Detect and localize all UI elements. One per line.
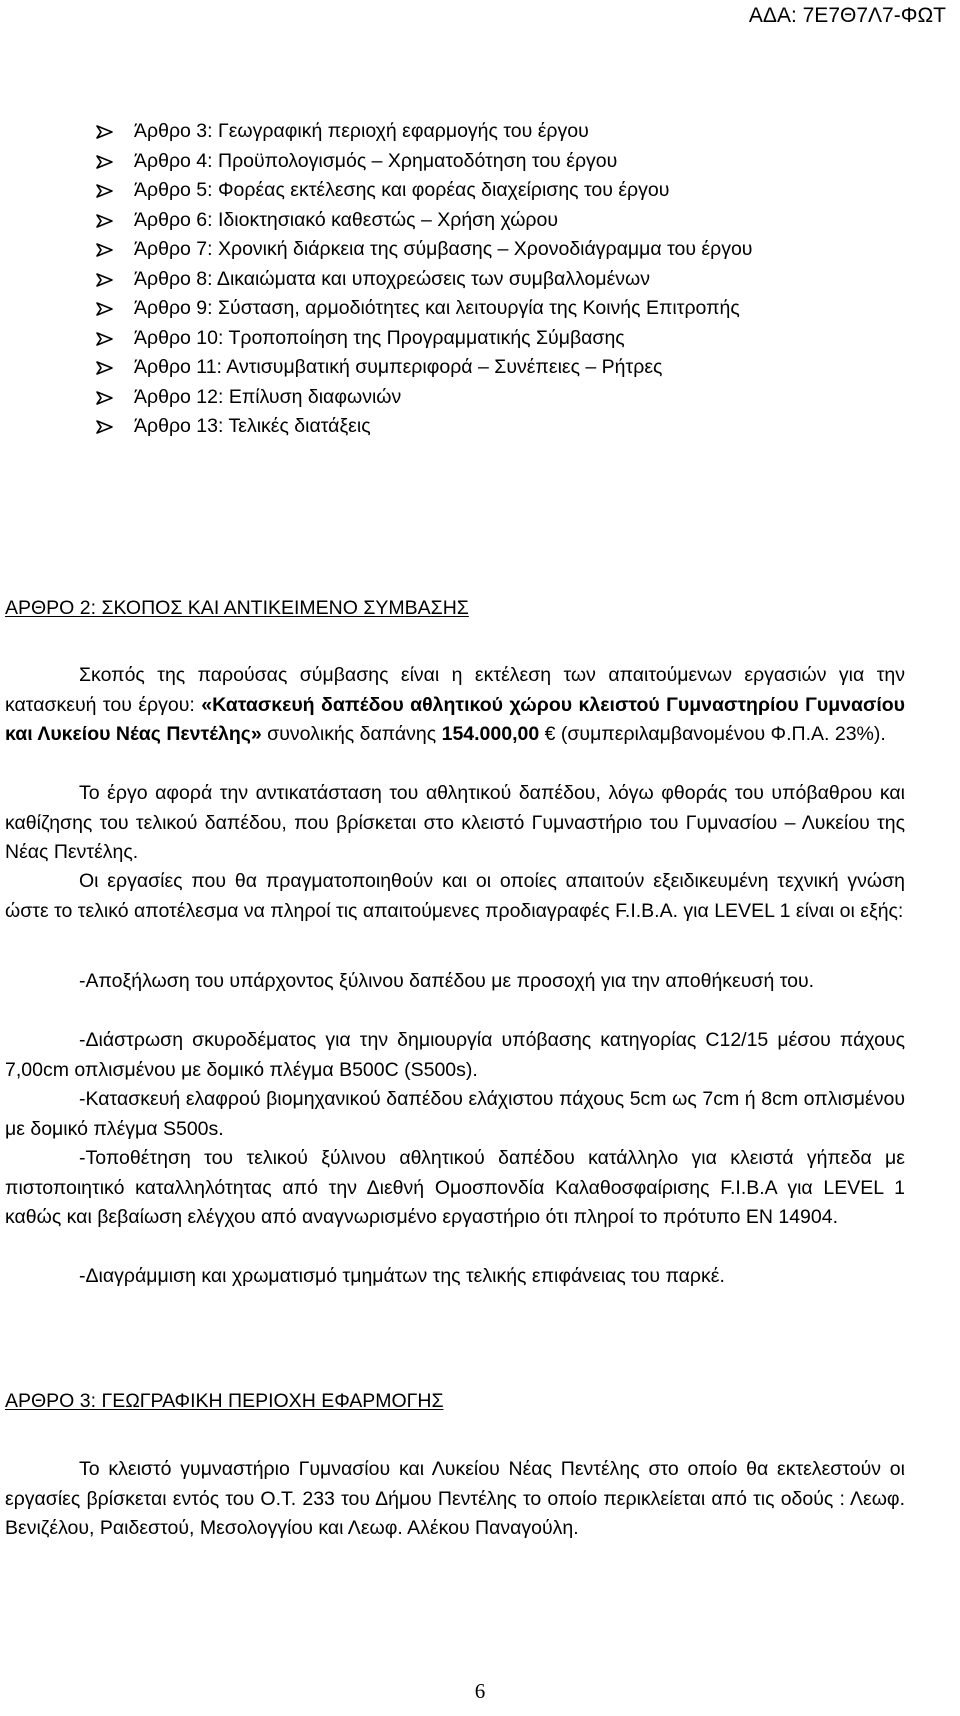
article-3-heading: ΑΡΘΡΟ 3: ΓΕΩΓΡΑΦΙΚΗ ΠΕΡΙΟΧΗ ΕΦΑΡΜΟΓΗΣ <box>5 1390 444 1412</box>
ada-code: ΑΔΑ: 7Ε7Θ7Λ7-ΦΩΤ <box>748 4 946 27</box>
arrow-bullet-icon <box>95 324 115 353</box>
list-item <box>95 383 855 413</box>
euro-icon: € <box>539 723 556 745</box>
article-2-paragraph-3: Οι εργασίες που θα πραγματοποιηθούν και οι οποίες απαιτούν εξειδικευμένη τεχνική γνώση ώστε το τελικό αποτέλεσμα να πληροί τις απαιτούμενες προδιαγραφές F.I.B.A. για LEVEL 1 είναι οι εξής: <box>5 870 905 922</box>
page-number: 6 <box>474 1679 486 1703</box>
paragraph-text: (συμπεριλαμβανομένου Φ.Π.Α. 23%). <box>555 723 886 745</box>
article-2-heading: ΑΡΘΡΟ 2: ΣΚΟΠΟΣ ΚΑΙ ΑΝΤΙΚΕΙΜΕΝΟ ΣΥΜΒΑΣΗΣ <box>5 597 469 619</box>
list-item <box>95 324 855 354</box>
list-item <box>95 412 855 442</box>
paragraph-text: συνολικής δαπάνης <box>261 723 442 745</box>
article-2-paragraph-2: Το έργο αφορά την αντικατάσταση του αθλητικού δαπέδου, λόγω φθοράς του υπόβαθρου και καθίζησης του τελικού δαπέδου, που βρίσκεται στο κλειστό Γυμναστήριο του Γυμνασίου – Λυκείου της Νέας Πεντέλης. <box>5 782 905 863</box>
arrow-bullet-icon <box>95 265 115 294</box>
list-item <box>95 353 855 383</box>
article-3-paragraph-1: Το κλειστό γυμναστήριο Γυμνασίου και Λυκείου Νέας Πεντέλης στο οποίο θα εκτελεστούν οι εργασίες βρίσκεται εντός του Ο.Τ. 233 του Δήμου Πεντέλης το οποίο περικλείεται από τις οδούς : Λεωφ. Βενιζέλου, Ραιδεστού, Μεσολογγίου και Λεωφ. Αλέκου Παναγούλη. <box>5 1458 905 1539</box>
list-item <box>95 235 855 265</box>
arrow-bullet-icon <box>95 235 115 264</box>
total-amount: 154.000,00 <box>441 723 540 745</box>
work-item-5: -Διαγράμμιση και χρωματισμό τμημάτων της τελικής επιφάνειας του παρκέ. <box>79 1265 725 1287</box>
list-item <box>95 265 855 295</box>
list-item-label: Άρθρο 5: Φορέας εκτέλεσης και φορέας διαχείρισης του έργου <box>134 179 670 201</box>
work-item-3: -Κατασκευή ελαφρού βιομηχανικού δαπέδου ελάχιστου πάχους 5cm ως 7cm ή 8cm οπλισμένου με δομικό πλέγμα S500s. <box>5 1088 905 1140</box>
article-list <box>95 117 855 442</box>
arrow-bullet-icon <box>95 147 115 176</box>
list-item-label: Άρθρο 9: Σύσταση, αρμοδιότητες και λειτουργία της Κοινής Επιτροπής <box>134 297 740 319</box>
arrow-bullet-icon <box>95 412 115 441</box>
arrow-bullet-icon <box>95 353 115 382</box>
paragraph-text: Σκοπός της παρούσας σύμβασης είναι η εκτέλεση των απαιτούμενων εργασιών για την κατασκευή του έργου: <box>5 664 905 716</box>
list-item <box>95 176 855 206</box>
list-item <box>95 294 855 324</box>
list-item <box>95 117 855 147</box>
list-item-label: Άρθρο 4: Προϋπολογισμός – Χρηματοδότηση του έργου <box>134 149 618 172</box>
work-item-4: -Τοποθέτηση του τελικού ξύλινου αθλητικού δαπέδου κατάλληλο για κλειστά γήπεδα με πιστοποιητικό καταλληλότητας από την Διεθνή Ομοσπονδία Καλαθοσφαίρισης F.I.B.A για LEVEL 1 καθώς και βεβαίωση ελέγχου από αναγνωρισμένο εργαστήριο ότι πληροί το πρότυπο EN 14904. <box>5 1147 905 1228</box>
list-item-label: Άρθρο 11: Αντισυμβατική συμπεριφορά – Συνέπειες – Ρήτρες <box>134 356 663 378</box>
list-item <box>95 147 855 177</box>
arrow-bullet-icon <box>95 117 115 146</box>
project-title: «Κατασκευή δαπέδου αθλητικού χώρου κλειστού Γυμναστηρίου Γυμνασίου και Λυκείου Νέας Πεντέλης» <box>5 693 906 745</box>
list-item-label: Άρθρο 8: Δικαιώματα και υποχρεώσεις των συμβαλλομένων <box>134 267 651 290</box>
list-item <box>95 206 855 236</box>
arrow-bullet-icon <box>95 383 115 412</box>
list-item-label: Άρθρο 13: Τελικές διατάξεις <box>134 415 371 437</box>
list-item-label: Άρθρο 12: Επίλυση διαφωνιών <box>134 385 402 408</box>
work-item-1: -Αποξήλωση του υπάρχοντος ξύλινου δαπέδου με προσοχή για την αποθήκευσή του. <box>79 970 815 992</box>
list-item-label: Άρθρο 3: Γεωγραφική περιοχή εφαρμογής του έργου <box>134 120 589 142</box>
work-item-2: -Διάστρωση σκυροδέματος για την δημιουργία υπόβασης κατηγορίας C12/15 μέσου πάχους 7,00cm οπλισμένου με δομικό πλέγμα B500C (S500s). <box>5 1029 905 1081</box>
arrow-bullet-icon <box>95 206 115 235</box>
list-item-label: Άρθρο 6: Ιδιοκτησιακό καθεστώς – Χρήση χώρου <box>134 208 559 231</box>
arrow-bullet-icon <box>95 176 115 205</box>
list-item-label: Άρθρο 10: Τροποποίηση της Προγραμματικής Σύμβασης <box>134 326 625 349</box>
list-item-label: Άρθρο 7: Χρονική διάρκεια της σύμβασης – Χρονοδιάγραμμα του έργου <box>134 238 753 260</box>
article-2-paragraph-1 <box>5 661 905 750</box>
arrow-bullet-icon <box>95 294 115 323</box>
